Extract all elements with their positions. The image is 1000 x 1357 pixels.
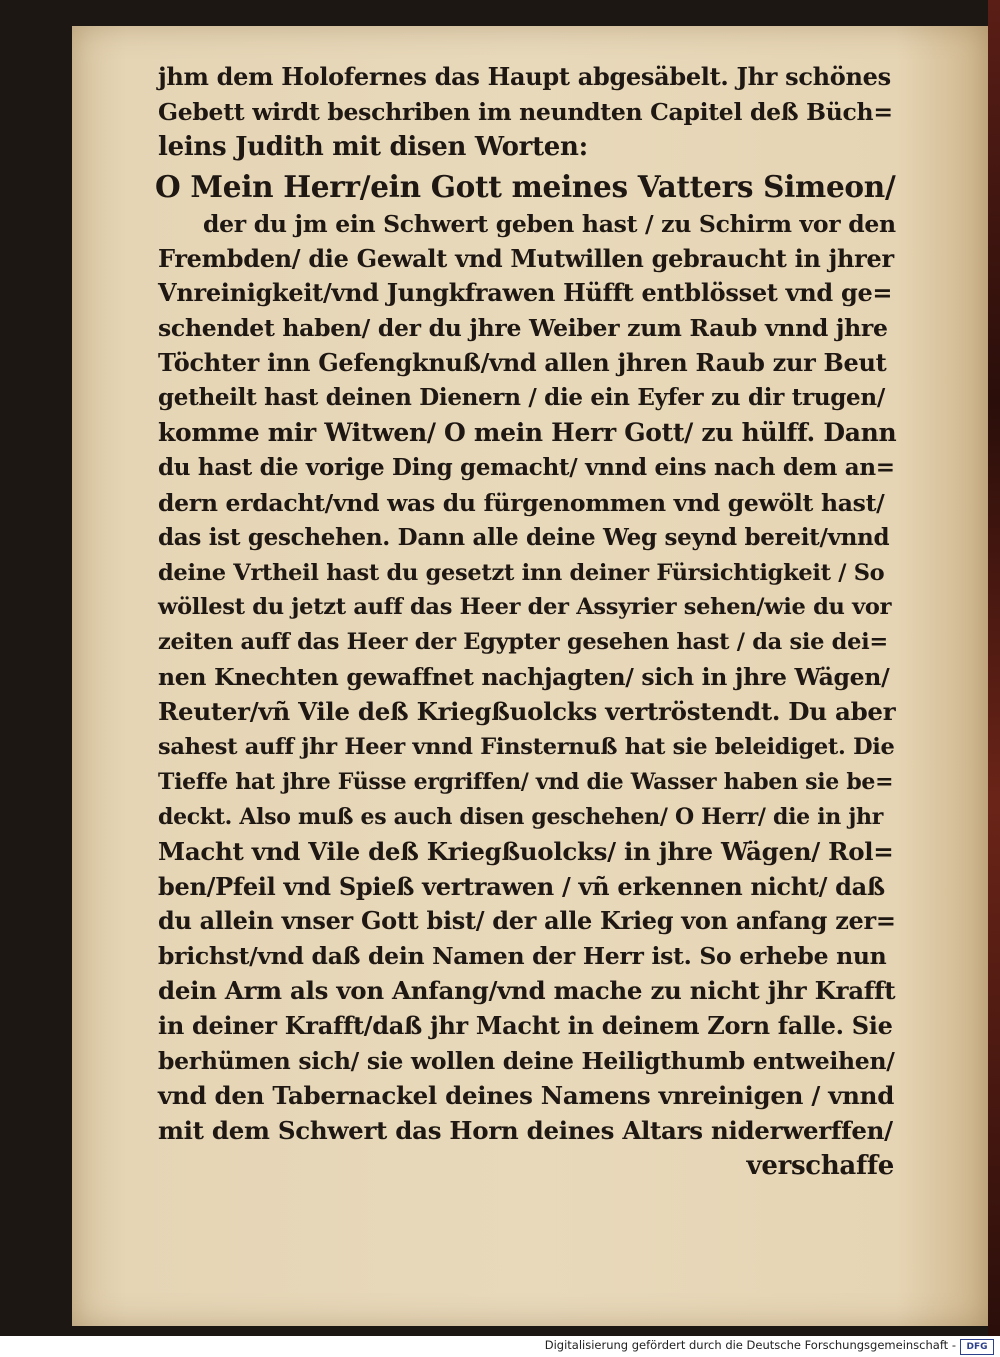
text-line: mit dem Schwert das Horn deines Altars niderwerffen/ (158, 1115, 893, 1145)
text-line: ben/Pfeil vnd Spieß vertrawen / vñ erkennen nicht/ daß (158, 871, 885, 901)
text-line: der du jm ein Schwert geben hast / zu Schirm vor den (203, 209, 896, 238)
text-line: nen Knechten gewaffnet nachjagten/ sich in jhre Wägen/ (158, 663, 890, 692)
text-line: Frembden/ die Gewalt vnd Mutwillen gebraucht in jhrer (158, 243, 894, 273)
text-line: komme mir Witwen/ O mein Herr Gott/ zu hülff. Dann (158, 418, 897, 448)
text-line: leins Judith mit disen Worten: (158, 131, 588, 162)
dfg-logo-icon: DFG (960, 1339, 994, 1355)
text-line: du hast die vorige Ding gemacht/ vnnd eins nach dem an= (158, 453, 895, 481)
text-line: getheilt hast deinen Dienern / die ein Eyfer zu dir trugen/ (158, 384, 885, 412)
text-line: Tieffe hat jhre Füsse ergriffen/ vnd die Wasser haben sie be= (158, 768, 894, 795)
footer-bar (0, 1336, 1000, 1357)
text-line: dein Arm als von Anfang/vnd mache zu nicht jhr Krafft (158, 976, 896, 1006)
text-line: Töchter inn Gefengknuß/vnd allen jhren Raub zur Beut (158, 348, 887, 378)
text-line: Reuter/vñ Vile deß Kriegßuolcks vertröstendt. Du aber (158, 697, 896, 727)
catchword: verschaffe (746, 1150, 894, 1181)
funding-credit: Digitalisierung gefördert durch die Deutsche Forschungsgemeinschaft - (544, 1338, 956, 1352)
text-line: das ist geschehen. Dann alle deine Weg seynd bereit/vnnd (158, 523, 890, 551)
text-line: wöllest du jetzt auff das Heer der Assyrier sehen/wie du vor (158, 594, 892, 621)
text-line: deckt. Also muß es auch disen geschehen/ O Herr/ die in jhr (158, 803, 883, 830)
text-line: jhm dem Holofernes das Haupt abgesäbelt. Jhr schönes (158, 62, 891, 91)
text-line: schendet haben/ der du jhre Weiber zum Raub vnnd jhre (158, 314, 888, 343)
text-line: sahest auff jhr Heer vnnd Finsternuß hat sie beleidiget. Die (158, 734, 895, 761)
text-line: Vnreinigkeit/vnd Jungkfrawen Hüfft entblösset vnd ge= (158, 278, 893, 308)
book-spine-edge (988, 0, 1000, 1336)
page-text (155, 60, 898, 1184)
text-line: vnd den Tabernackel deines Namens vnreinigen / vnnd (158, 1080, 895, 1110)
text-line: deine Vrtheil hast du gesetzt inn deiner Fürsichtigkeit / So (158, 559, 885, 586)
text-line: berhümen sich/ sie wollen deine Heiligthumb entweihen/ (158, 1047, 895, 1076)
text-line: dern erdacht/vnd was du fürgenommen vnd gewölt hast/ (158, 488, 885, 517)
text-line: in deiner Krafft/daß jhr Macht in deinem Zorn falle. Sie (158, 1011, 893, 1041)
text-line: du allein vnser Gott bist/ der alle Krieg von anfang zer= (158, 906, 896, 936)
text-line: zeiten auff das Heer der Egypter gesehen hast / da sie dei= (158, 629, 888, 656)
prayer-opening-line: O Mein Herr/ein Gott meines Vatters Simeon/ (155, 168, 896, 204)
text-line: Macht vnd Vile deß Kriegßuolcks/ in jhre Wägen/ Rol= (158, 836, 894, 866)
text-line: brichst/vnd daß dein Namen der Herr ist. So erhebe nun (158, 942, 887, 971)
text-line: Gebett wirdt beschriben im neundten Capitel deß Büch= (158, 97, 893, 126)
